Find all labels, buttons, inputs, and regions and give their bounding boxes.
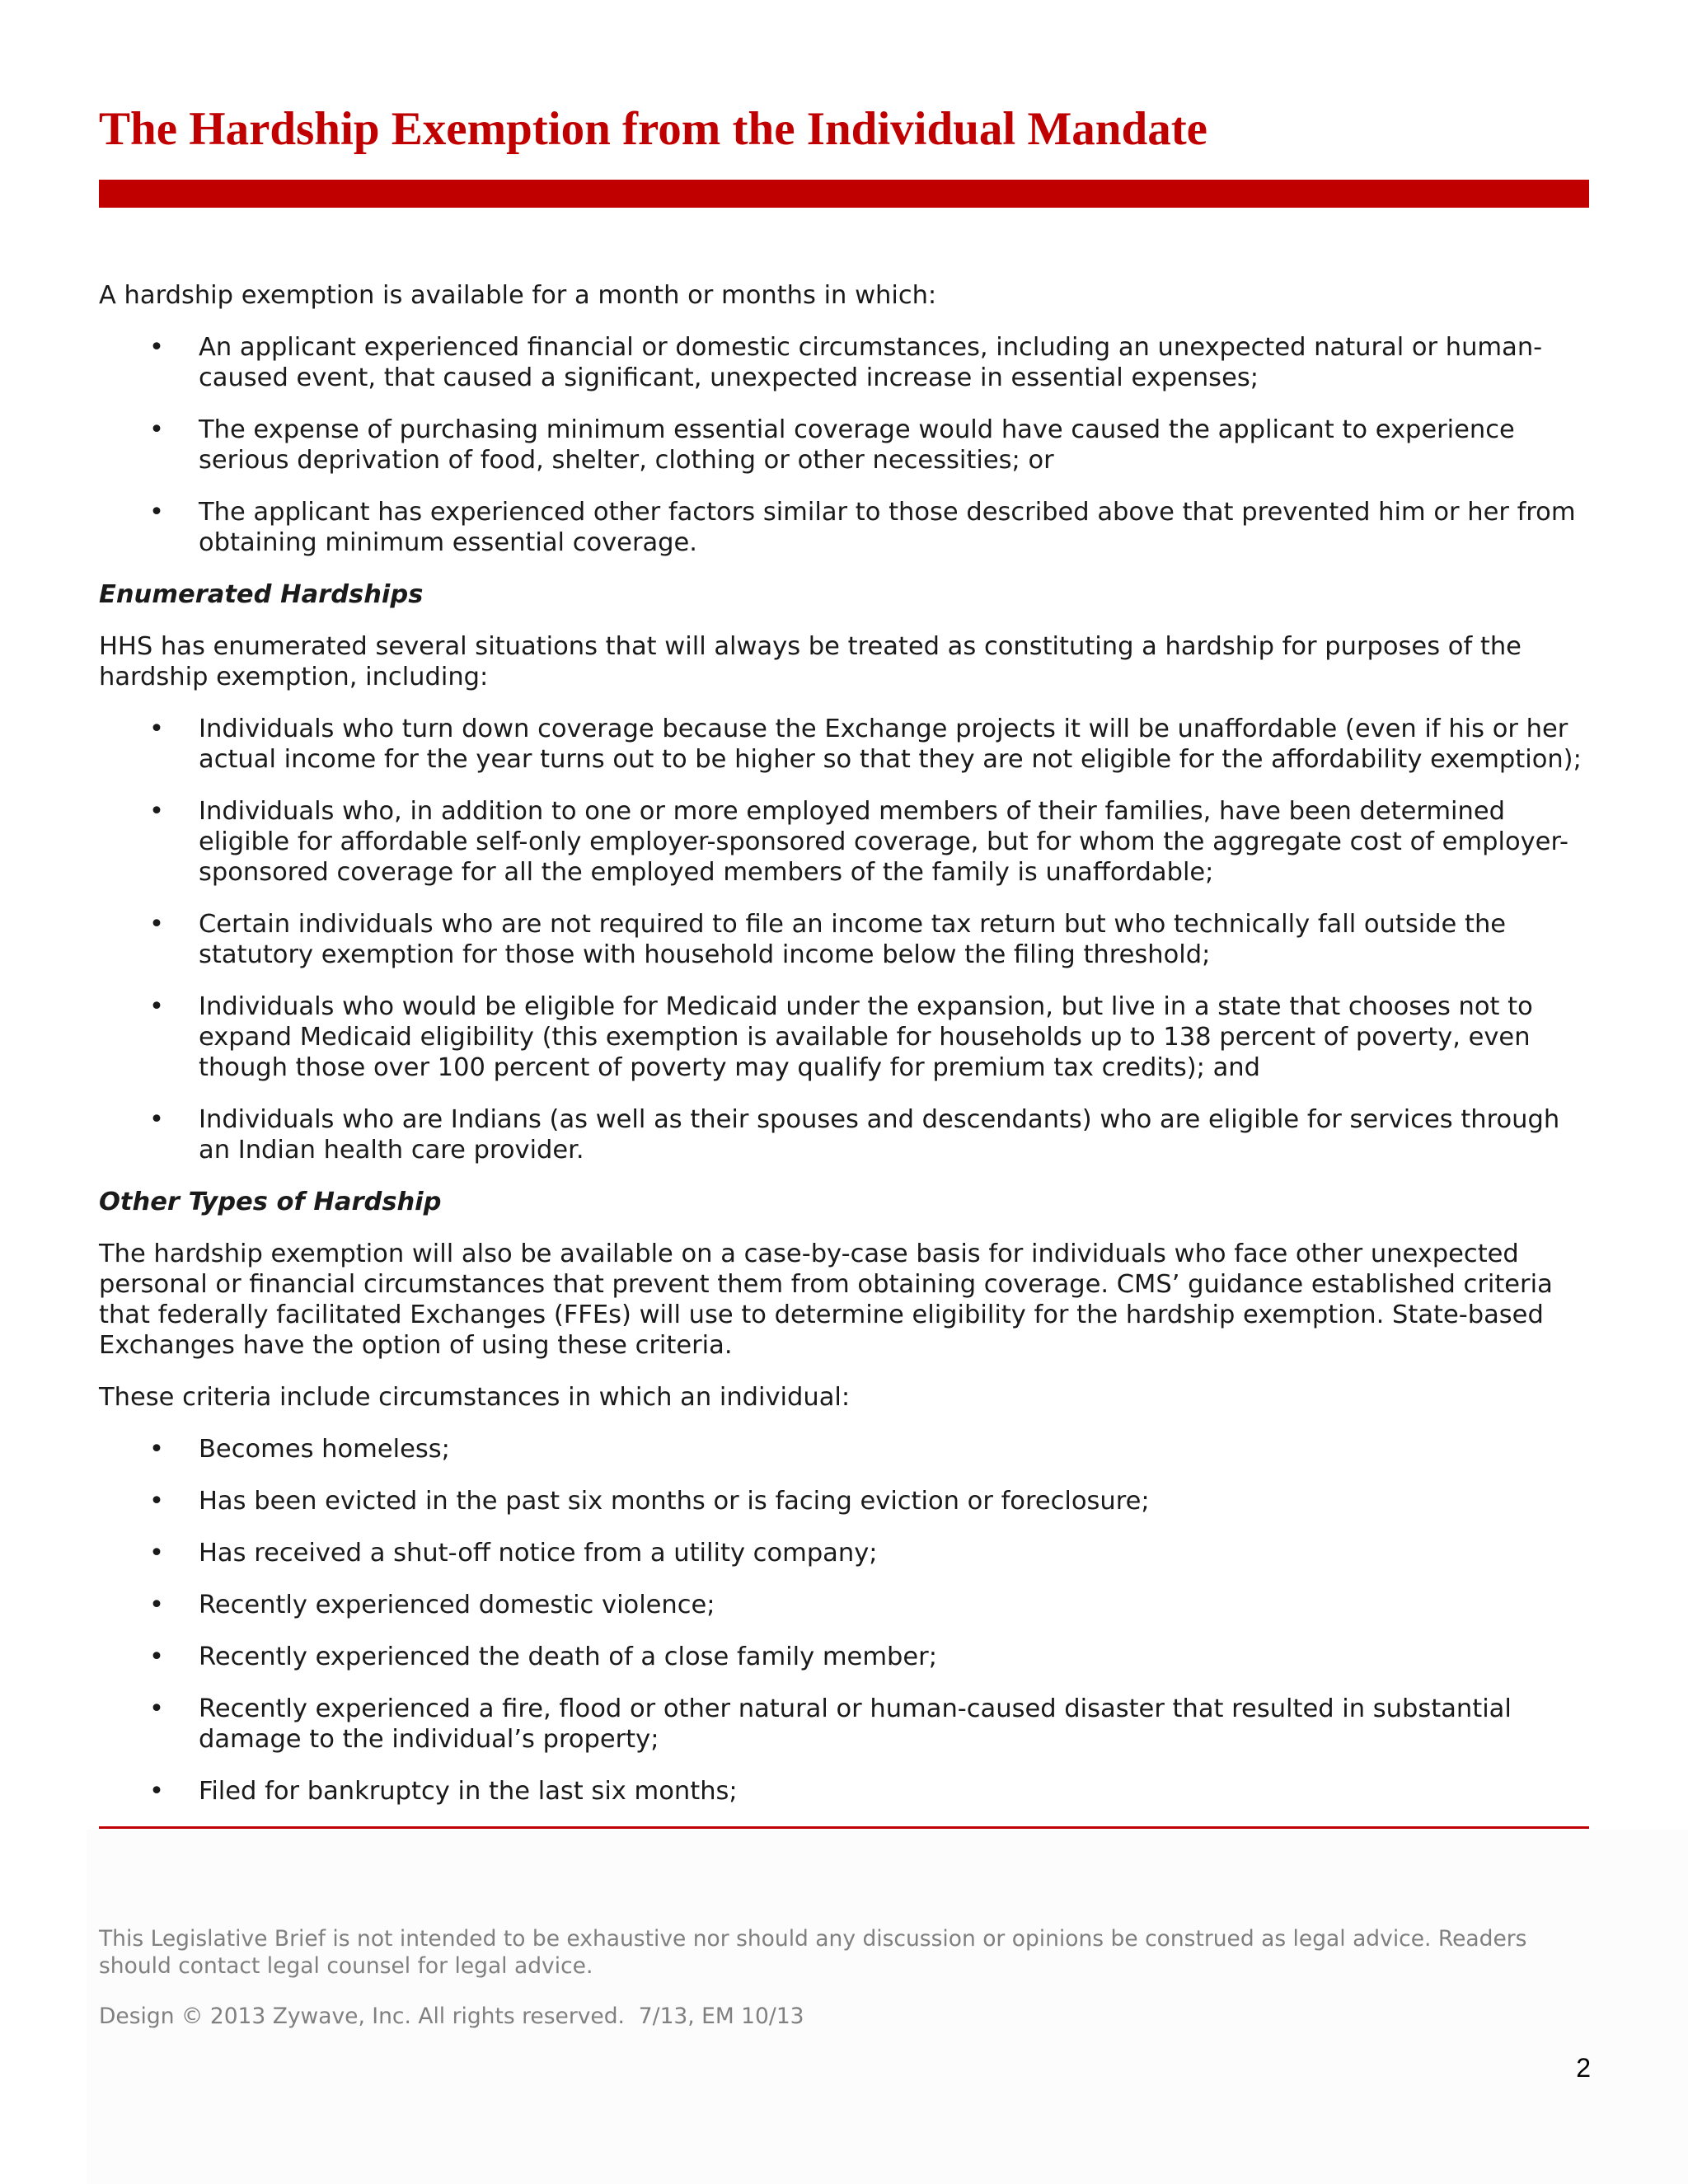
bullet-icon: •: [149, 1643, 164, 1671]
bullet-icon: •: [149, 992, 164, 1021]
list-item-text: Has been evicted in the past six months or is facing eviction or foreclosure;: [199, 1487, 1150, 1516]
list-item-text: Recently experienced the death of a close family member;: [199, 1643, 937, 1671]
bullet-icon: •: [149, 715, 164, 743]
list-item: [99, 1776, 1582, 1807]
list-item-text: Filed for bankruptcy in the last six months;: [199, 1777, 738, 1806]
bullet-icon: •: [149, 415, 164, 444]
list-item: [99, 1486, 1582, 1516]
criteria-list: [99, 1434, 1582, 1807]
criteria-paragraph: These criteria include circumstances in which an individual:: [99, 1383, 851, 1412]
list-item: [99, 1590, 1582, 1620]
list-item: [99, 1434, 1582, 1465]
bullet-icon: •: [149, 1694, 164, 1723]
bullet-icon: •: [149, 1487, 164, 1516]
enumerated-hardships-heading: Enumerated Hardships: [99, 580, 424, 609]
bullet-icon: •: [149, 1591, 164, 1619]
page-title: The Hardship Exemption from the Individual Mandate: [99, 103, 1207, 155]
intro-list: [99, 332, 1582, 558]
list-item: [99, 796, 1582, 888]
list-item-text: Becomes homeless;: [199, 1435, 450, 1464]
other-hardship-paragraph: The hardship exemption will also be available on a case-by-case basis for individuals who face other unexpected personal or financial circumstances that prevent them from obtaining coverage. CMS’ guidance established criteria that federally facilitated Exchanges (FFEs) will use to determine eligibility for the hardship exemption. State-based Exchanges have the option of using these criteria.: [99, 1240, 1553, 1360]
enumerated-hardships-list: [99, 714, 1582, 1165]
list-item: [99, 909, 1582, 970]
bullet-icon: •: [149, 333, 164, 362]
list-item: [99, 991, 1582, 1083]
bullet-icon: •: [149, 1435, 164, 1464]
list-item: [99, 714, 1582, 775]
list-item-text: Individuals who turn down coverage because the Exchange projects it will be unaffordable (even if his or her actual income for the year turns out to be higher so that they are not eligible for the affordability exemption);: [199, 715, 1582, 774]
list-item-text: The applicant has experienced other factors similar to those described above that prevented him or her from obtaining minimum essential coverage.: [199, 498, 1576, 557]
list-item-text: Individuals who would be eligible for Medicaid under the expansion, but live in a state that chooses not to expand Medicaid eligibility (this exemption is available for households up to 138 percent of poverty, even though those over 100 percent of poverty may qualify for premium tax credits); and: [199, 992, 1533, 1082]
list-item-text: Individuals who, in addition to one or more employed members of their families, have been determined eligible for affordable self-only employer-sponsored coverage, but for whom the aggregate cost of employer-sponsored coverage for all the employed members of the family is unaffordable;: [199, 797, 1569, 887]
list-item: [99, 1642, 1582, 1672]
list-item: [99, 332, 1582, 393]
footer-copyright: Design © 2013 Zywave, Inc. All rights reserved. 7/13, EM 10/13: [99, 2004, 804, 2029]
footer-disclaimer: This Legislative Brief is not intended to be exhaustive nor should any discussion or opinions be construed as legal advice. Readers should contact legal counsel for legal advice.: [99, 1926, 1527, 1979]
document-body: [99, 280, 1582, 1828]
bullet-icon: •: [149, 910, 164, 939]
list-item-text: An applicant experienced financial or domestic circumstances, including an unexpected natural or human-caused event, that caused a significant, unexpected increase in essential expenses;: [199, 333, 1543, 392]
list-item: [99, 497, 1582, 558]
list-item-text: Certain individuals who are not required to file an income tax return but who technically fall outside the statutory exemption for those with household income below the filing threshold;: [199, 910, 1507, 969]
intro-paragraph: A hardship exemption is available for a month or months in which:: [99, 281, 937, 310]
bullet-icon: •: [149, 1539, 164, 1568]
list-item: [99, 415, 1582, 476]
bullet-icon: •: [149, 498, 164, 527]
bullet-icon: •: [149, 1105, 164, 1134]
page-number: 2: [1576, 2053, 1591, 2083]
list-item-text: Recently experienced a fire, flood or other natural or human-caused disaster that resulted in substantial damage to the individual’s property;: [199, 1694, 1512, 1754]
list-item-text: The expense of purchasing minimum essential coverage would have caused the applicant to experience serious deprivation of food, shelter, clothing or other necessities; or: [199, 415, 1515, 475]
other-hardship-heading: Other Types of Hardship: [99, 1188, 442, 1216]
list-item-text: Individuals who are Indians (as well as their spouses and descendants) who are eligible for services through an Indian health care provider.: [199, 1105, 1560, 1165]
list-item-text: Recently experienced domestic violence;: [199, 1591, 715, 1619]
bullet-icon: •: [149, 1777, 164, 1806]
enumerated-hardships-paragraph: HHS has enumerated several situations that will always be treated as constituting a hardship for purposes of the hardship exemption, including:: [99, 632, 1522, 691]
title-divider: [99, 180, 1589, 208]
list-item-text: Has received a shut-off notice from a utility company;: [199, 1539, 878, 1568]
list-item: [99, 1694, 1582, 1755]
list-item: [99, 1538, 1582, 1568]
list-item: [99, 1104, 1582, 1165]
footer-divider: [99, 1826, 1589, 1829]
bullet-icon: •: [149, 797, 164, 826]
